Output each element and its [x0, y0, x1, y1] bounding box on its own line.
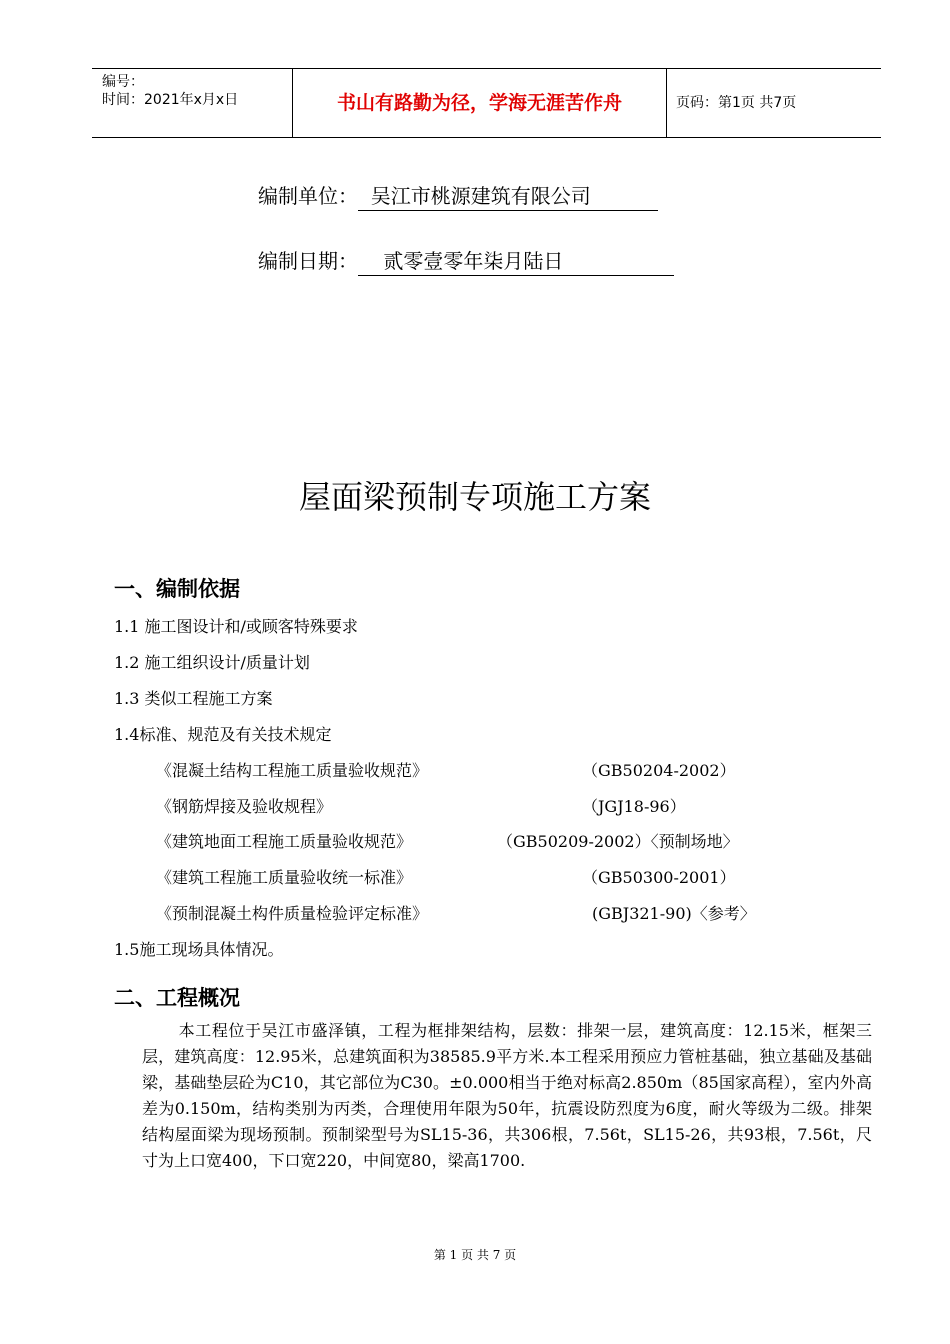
compile-date-row [258, 245, 674, 276]
document-time-label: 时间：2021年x月x日 [102, 92, 239, 108]
document-title: 屋面梁预制专项施工方案 [298, 478, 651, 516]
standard-code: （GB50300-2001） [582, 868, 736, 887]
basis-item: 1.5施工现场具体情况。 [114, 940, 284, 959]
compile-unit-row [258, 180, 658, 211]
page-header [92, 68, 881, 138]
basis-item: 1.3 类似工程施工方案 [114, 689, 273, 708]
document-number-label: 编号： [102, 74, 144, 90]
basis-item: 1.2 施工组织设计/质量计划 [114, 653, 310, 672]
compile-date-value: 贰零壹零年柒月陆日 [358, 245, 674, 276]
header-page-info: 页码：第1页 共7页 [676, 95, 797, 111]
page-footer: 第 1 页 共 7 页 [433, 1248, 517, 1262]
basis-item: 1.4标准、规范及有关技术规定 [114, 725, 332, 744]
section-heading-basis: 一、编制依据 [114, 577, 240, 601]
standard-code: (GBJ321-90)〈参考〉 [592, 904, 756, 923]
standard-code: （GB50204-2002） [582, 761, 736, 780]
standard-name: 《混凝土结构工程施工质量验收规范》 [156, 761, 429, 780]
header-info-cell [92, 69, 292, 137]
header-motto: 书山有路勤为径，学海无涯苦作舟 [292, 69, 667, 137]
overview-paragraph [142, 1018, 872, 1174]
standard-name: 《建筑工程施工质量验收统一标准》 [156, 868, 413, 887]
compile-unit-label: 编制单位： [258, 184, 358, 208]
standard-code: （JGJ18-96） [582, 797, 686, 816]
compile-date-label: 编制日期： [258, 249, 358, 273]
section-heading-overview: 二、工程概况 [114, 986, 240, 1010]
standard-name: 《预制混凝土构件质量检验评定标准》 [156, 904, 429, 923]
overview-text: 本工程位于吴江市盛泽镇，工程为框排架结构，层数：排架一层，建筑高度：12.15米，框架三层，建筑高度：12.95米，总建筑面积为38585.9平方米.本工程采用预应力管桩基础，独立基础及基础梁，基础垫层砼为C10，其它部位为C30。±0.000相当于绝对标高2.850m（85国家高程），室内外高差为0.150m，结构类别为丙类，合理使用年限为50年，抗震设防烈度为6度，耐火等级为二级。排架结构屋面梁为现场预制。预制梁型号为SL15-36，共306根，7.56t，SL15-26，共93根，7.56t，尺寸为上口宽400，下口宽220，中间宽80，梁高1700. [142, 1021, 872, 1170]
standard-name: 《建筑地面工程施工质量验收规范》 [156, 832, 413, 851]
basis-item: 1.1 施工图设计和/或顾客特殊要求 [114, 617, 358, 636]
compile-unit-value: 吴江市桃源建筑有限公司 [358, 180, 658, 211]
standard-name: 《钢筋焊接及验收规程》 [156, 797, 333, 816]
standard-code: （GB50209-2002）〈预制场地〉 [497, 832, 739, 851]
